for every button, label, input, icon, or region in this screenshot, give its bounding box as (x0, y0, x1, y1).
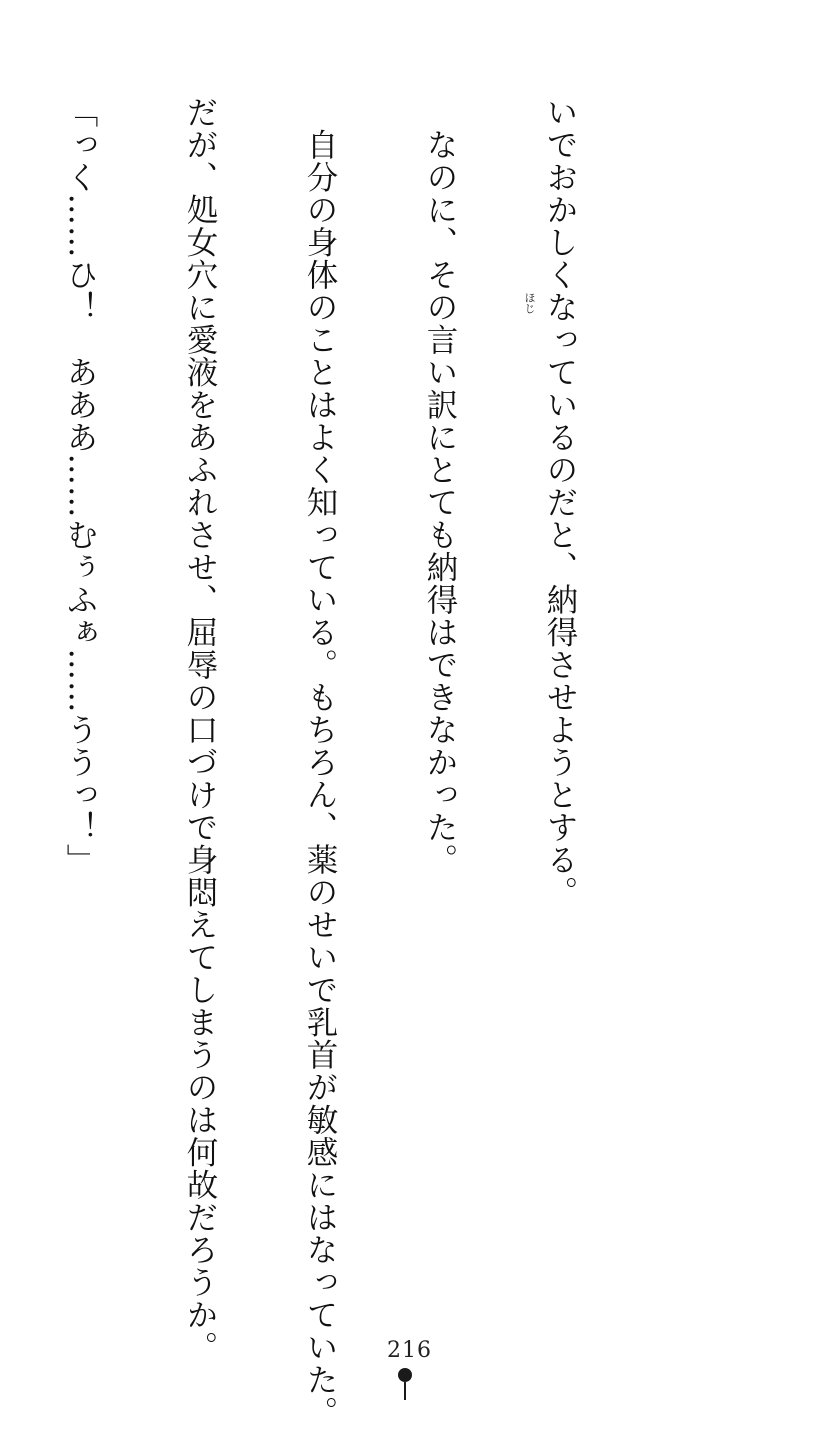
text-line-2: なのに、その言い訳にとても納得はできなかった。 (422, 96, 458, 876)
page-marker-stem (404, 1382, 406, 1400)
ruby-text: ほじ (523, 292, 536, 314)
text-line-3: 自分の身体のことはよく知っている。もちろん、薬のせいで乳首が敏感にはなっていた。 (302, 96, 338, 1429)
ruby-annotation (524, 292, 535, 314)
text-line-4: だが、処女穴に愛液をあふれさせ、屈辱の口づけで身悶えてしまうのは何故だろうか。 (182, 96, 218, 1364)
text-line-1: いでおかしくなっているのだと、納得させようとする。 (542, 96, 578, 909)
text-line-5: 「っく……ひ！ あああ……むぅふぁ……ううっ！」 (62, 96, 98, 876)
page-number: 216 (387, 1338, 432, 1363)
page-marker-dot (398, 1368, 412, 1382)
